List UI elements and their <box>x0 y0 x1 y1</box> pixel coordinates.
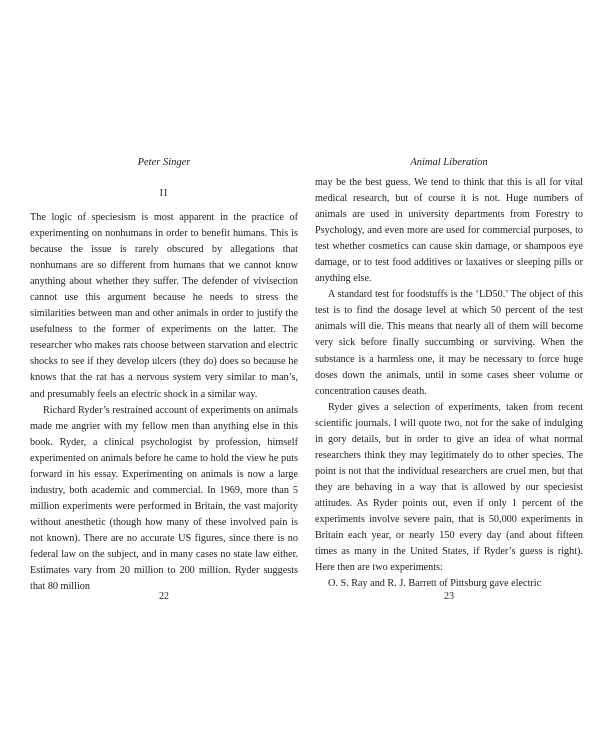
running-head-right: Animal Liberation <box>410 157 488 168</box>
paragraph: may be the best guess. We tend to think that this is all for vital medical research, but of course it is not. Huge numbers of animals are used in university departments from Forestry to Psychology, and even more are used for commercial purposes, to test whether cosmetics can cause skin damage, or shampoos eye damage, or to test food additives or laxatives or sleeping pills or anything else. <box>315 177 583 285</box>
left-page <box>30 0 298 750</box>
running-head-left: Peter Singer <box>137 157 191 168</box>
paragraph: Richard Ryder’s restrained account of experiments on animals made me angrier with my fellow men than anything else in this book. Ryder, a clinical psychologist by profession, himself experimented on animals before he came to hold the view he puts forward in his essay. Experimenting on animals is now a large industry, both academic and commercial. In 1969, more than 5 million experiments were performed in Britain, the vast majority without anesthetic (though how many of these involved pain is not known). There are no accurate US figures, since there is no federal law on the subject, and in many cases no state law either. Estimates vary from 20 million to 200 million. Ryder suggests that 80 million <box>30 404 298 593</box>
right-text-block <box>315 175 583 592</box>
left-text-block <box>30 210 298 595</box>
paragraph: The logic of speciesism is most apparent in the practice of experimenting on nonhumans in order to benefit humans. This is because the issue is rarely obscured by allegations that nonhumans are so different from humans that we cannot know anything about whether they suffer. The defender of vivisection cannot use this argument because he needs to stress the similarities between man and other animals in order to justify the usefulness to the former of experiments on the latter. The researcher who makes rats choose between starvation and electric shocks to see if they develop ulcers (they do) does so because he knows that the rat has a nervous system very similar to man’s, and presumably feels an electric shock in a similar way. <box>30 212 298 400</box>
paragraph: Ryder gives a selection of experiments, taken from recent scientific journals. I will quote two, not for the sake of indulging in gory details, but in order to give an idea of what normal researchers think they may legitimately do to other species. The point is not that the individual researchers are cruel men, but that they are behaving in a way that is allowed by our speciesist attitudes. As Ryder points out, even if only 1 percent of the experiments involve severe pain, that is 50,000 experiments in Britain each year, or nearly 150 every day (and about fifteen times as many in the United States, if Ryder’s guess is right). Here then are two experiments: <box>315 401 583 574</box>
page-number-right: 23 <box>444 591 454 602</box>
paragraph: O. S. Ray and R. J. Barrett of Pittsburg gave electric <box>328 578 542 590</box>
right-page <box>315 0 583 750</box>
chapter-number: II <box>159 188 169 199</box>
page-number-left: 22 <box>159 591 169 602</box>
paragraph: A standard test for foodstuffs is the ‘LD50.’ The object of this test is to find the dosage level at which 50 percent of the test animals will die. This means that nearly all of them will become very sick before finally succumbing or surviving. When the substance is a harmless one, it may be necessary to force huge doses down the animals, until in some cases sheer volume or concentration causes death. <box>315 289 583 397</box>
